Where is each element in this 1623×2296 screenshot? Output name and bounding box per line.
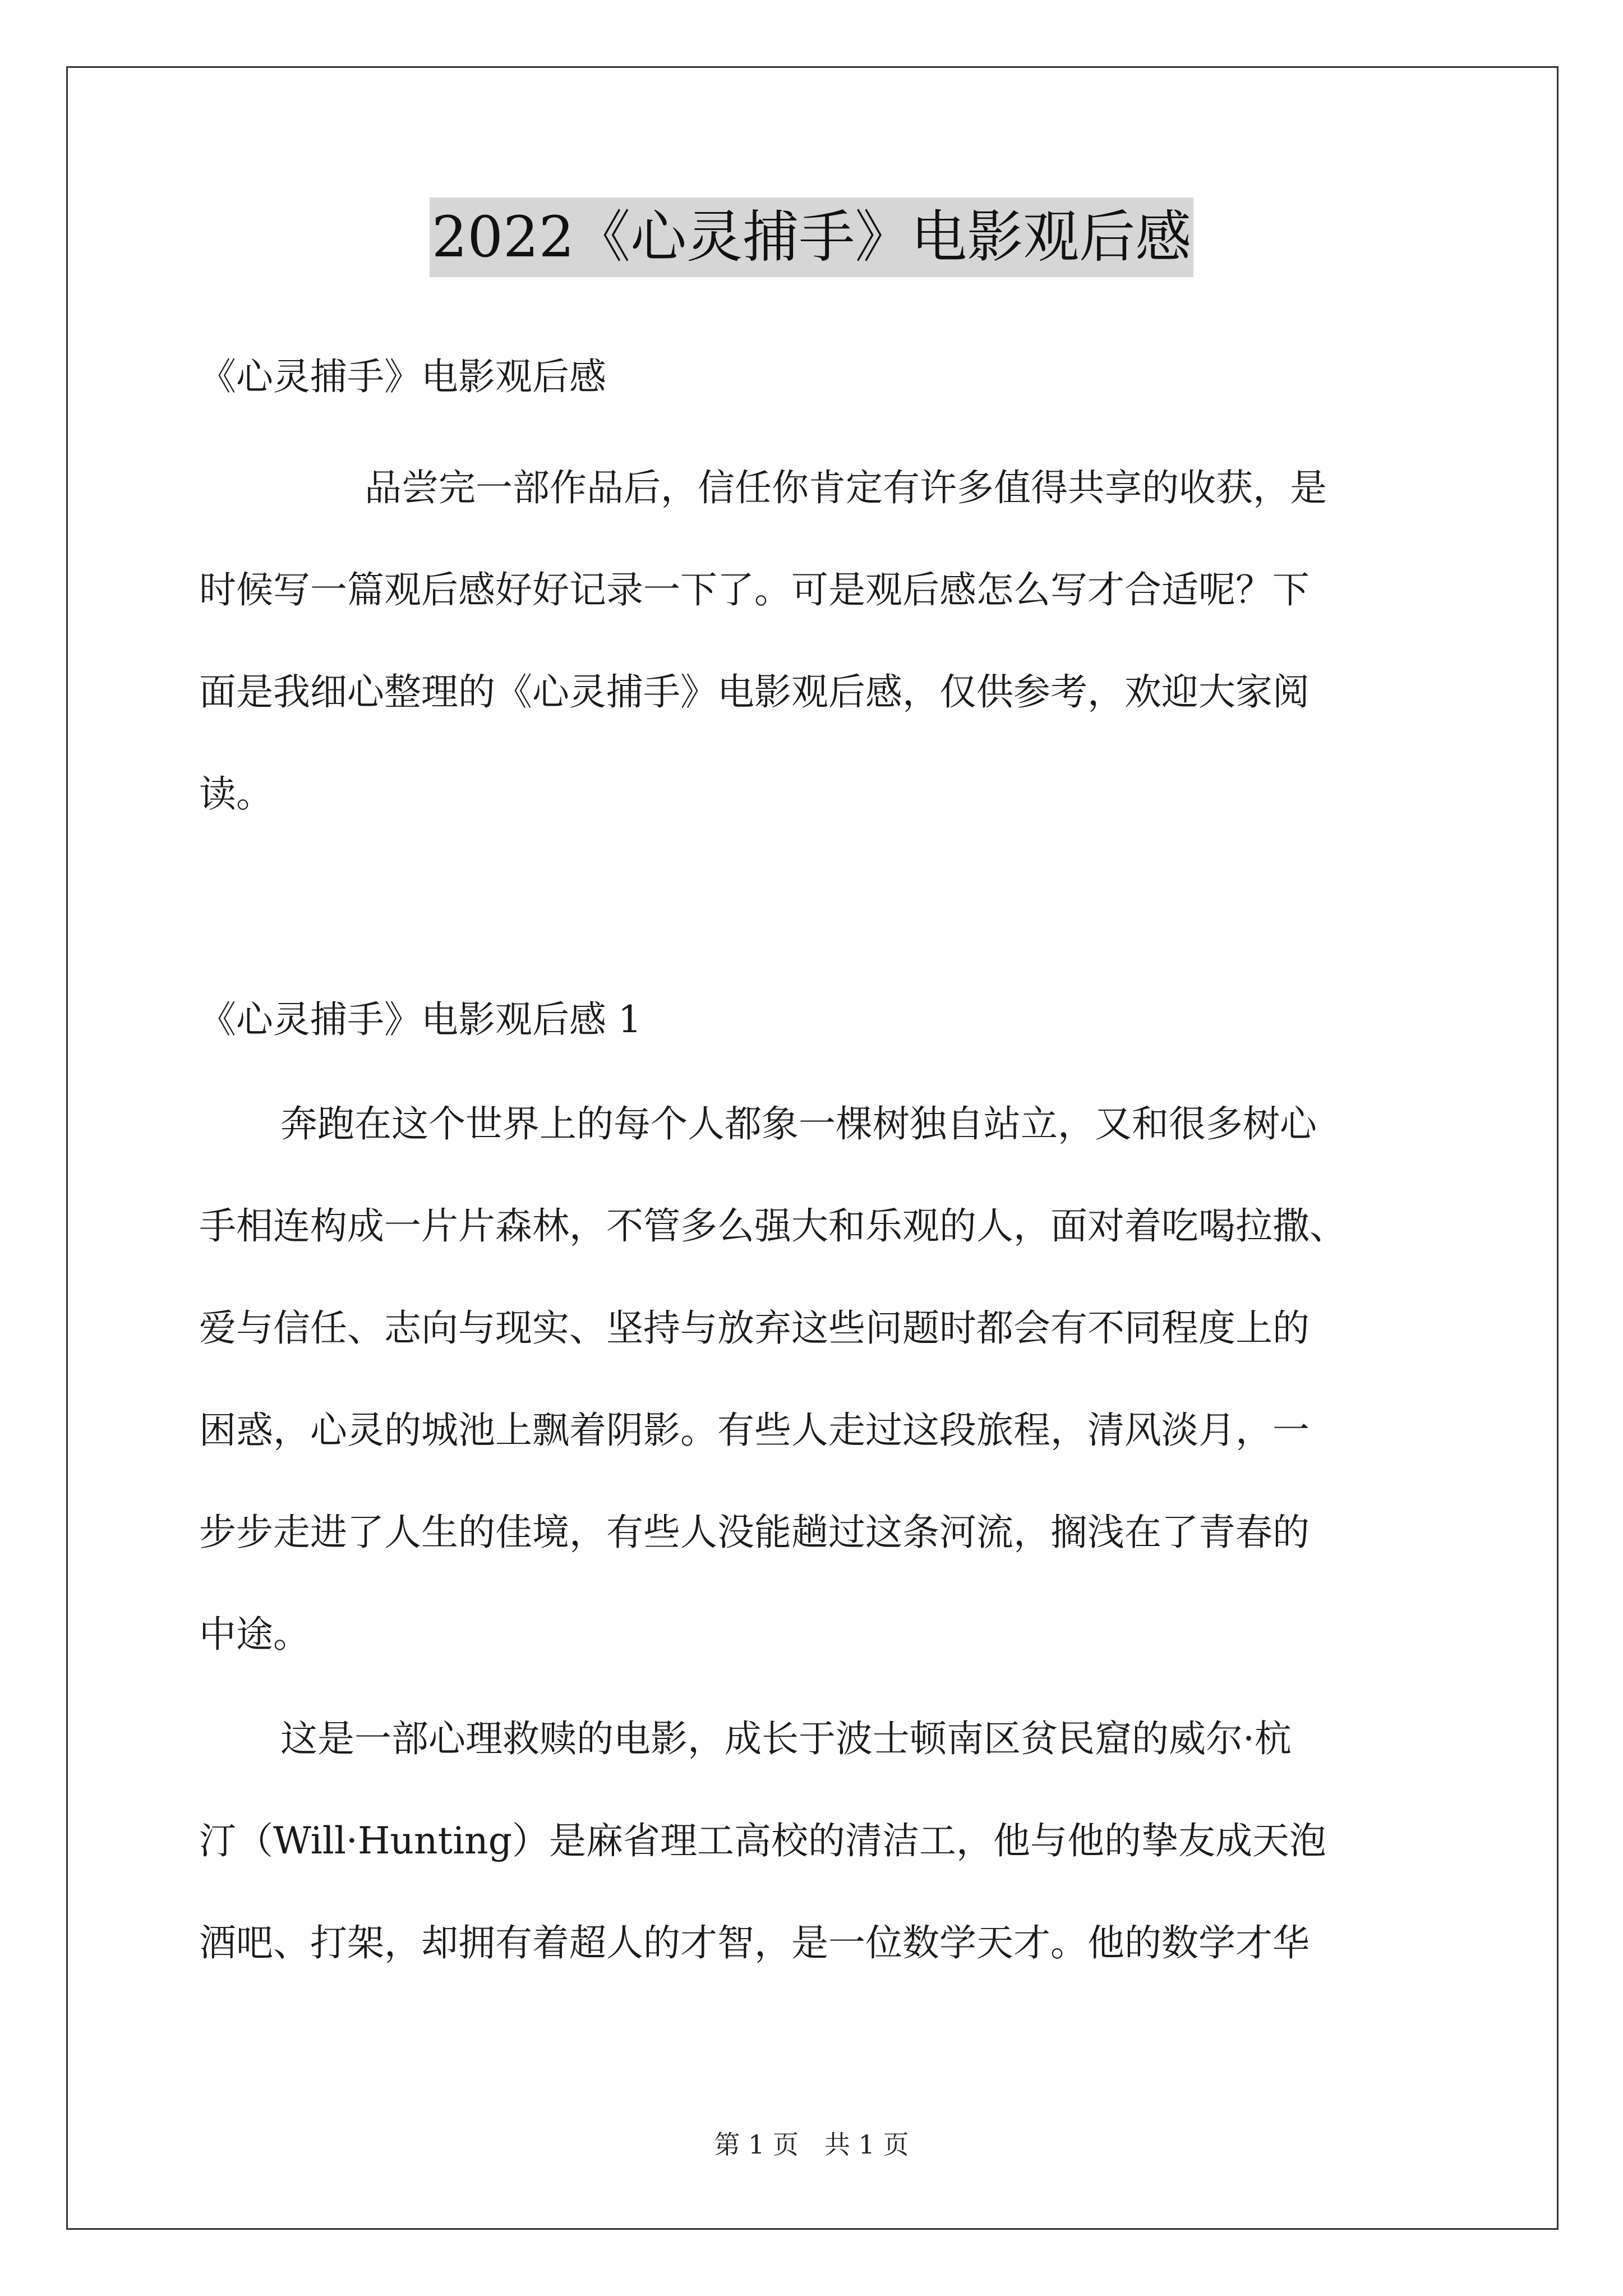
paragraph-line: 这是一部心理救赎的电影，成长于波士顿南区贫民窟的威尔·杭	[280, 1717, 1292, 1760]
paragraph-line: 手相连构成一片片森林，不管多么强大和乐观的人，面对着吃喝拉撒、	[199, 1204, 1347, 1248]
paragraph-line: 爱与信任、志向与现实、坚持与放弃这些问题时都会有不同程度上的	[199, 1306, 1310, 1350]
paragraph-line: 酒吧、打架，却拥有着超人的才智，是一位数学天才。他的数学才华	[199, 1921, 1310, 1964]
document-title: 2022《心灵捕手》电影观后感	[430, 197, 1194, 277]
paragraph-line: 步步走进了人生的佳境，有些人没能趟过这条河流，搁浅在了青春的	[199, 1511, 1310, 1554]
paragraph-line: 汀（Will·Hunting）是麻省理工高校的清洁工，他与他的挚友成天泡	[199, 1819, 1326, 1862]
intro-line: 时候写一篇观后感好好记录一下了。可是观后感怎么写才合适呢？下	[199, 568, 1310, 611]
paragraph-line: 困惑，心灵的城池上飘着阴影。有些人走过这段旅程，清风淡月，一	[199, 1409, 1310, 1452]
paragraph-line: 奔跑在这个世界上的每个人都象一棵树独自站立，又和很多树心	[280, 1102, 1317, 1145]
section-heading: 《心灵捕手》电影观后感 1	[199, 998, 642, 1041]
subtitle: 《心灵捕手》电影观后感	[199, 355, 606, 398]
intro-line: 品尝完一部作品后，信任你肯定有许多值得共享的收获，是	[365, 466, 1327, 509]
paragraph-line: 中途。	[199, 1613, 310, 1656]
intro-line: 面是我细心整理的《心灵捕手》电影观后感，仅供参考，欢迎大家阅	[199, 670, 1310, 714]
page-footer: 第 1 页 共 1 页	[714, 2129, 909, 2160]
title-container	[0, 197, 1623, 277]
intro-line: 读。	[199, 772, 273, 816]
